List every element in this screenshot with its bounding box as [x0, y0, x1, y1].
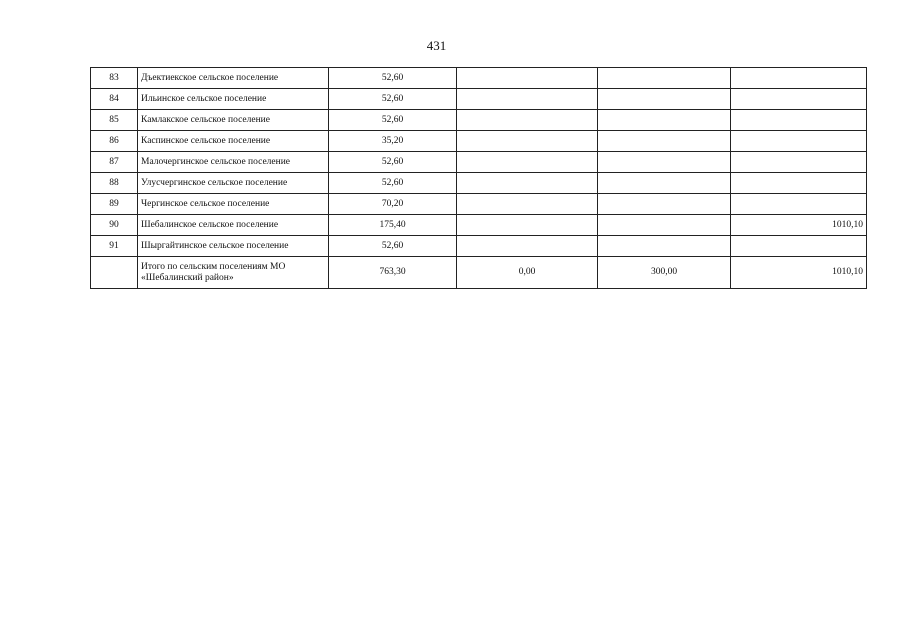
row-number-cell: 87 — [91, 152, 138, 173]
table-row — [91, 89, 867, 110]
amount-cell: 52,60 — [329, 110, 457, 131]
table-row — [91, 131, 867, 152]
amount-cell — [598, 131, 731, 152]
amount-cell — [731, 173, 867, 194]
table-row — [91, 173, 867, 194]
total-amount-cell: 300,00 — [598, 257, 731, 289]
row-number-cell: 83 — [91, 68, 138, 89]
amount-cell — [598, 215, 731, 236]
table-row — [91, 68, 867, 89]
amount-cell — [731, 152, 867, 173]
amount-cell — [731, 89, 867, 110]
row-number-cell: 86 — [91, 131, 138, 152]
amount-cell — [457, 215, 598, 236]
settlement-name-cell: Шебалинское сельское поселение — [138, 215, 329, 236]
amount-cell — [598, 173, 731, 194]
amount-cell — [457, 236, 598, 257]
settlement-name-cell: Ильинское сельское поселение — [138, 89, 329, 110]
amount-cell — [457, 173, 598, 194]
row-number-cell: 89 — [91, 194, 138, 215]
table-row — [91, 110, 867, 131]
amount-cell — [731, 194, 867, 215]
row-number-cell: 84 — [91, 89, 138, 110]
row-number-cell: 91 — [91, 236, 138, 257]
amount-cell: 1010,10 — [731, 215, 867, 236]
row-number-cell: 85 — [91, 110, 138, 131]
amount-cell — [731, 236, 867, 257]
amount-cell — [457, 110, 598, 131]
total-label-line-2: «Шебалинский район» — [141, 272, 234, 283]
row-number-cell: 88 — [91, 173, 138, 194]
settlement-name-cell: Малочергинское сельское поселение — [138, 152, 329, 173]
row-number-cell: 90 — [91, 215, 138, 236]
amount-cell — [457, 68, 598, 89]
amount-cell — [598, 194, 731, 215]
amount-cell — [457, 89, 598, 110]
amount-cell — [598, 89, 731, 110]
amount-cell — [457, 131, 598, 152]
budget-table — [90, 67, 867, 289]
table-row — [91, 152, 867, 173]
amount-cell: 175,40 — [329, 215, 457, 236]
settlement-name-cell: Каспинское сельское поселение — [138, 131, 329, 152]
settlement-name-cell: Чергинское сельское поселение — [138, 194, 329, 215]
settlement-name-cell: Камлакское сельское поселение — [138, 110, 329, 131]
amount-cell: 52,60 — [329, 152, 457, 173]
amount-cell — [731, 110, 867, 131]
total-amount-cell: 0,00 — [457, 257, 598, 289]
table-row — [91, 236, 867, 257]
row-number-cell — [91, 257, 138, 289]
amount-cell: 52,60 — [329, 89, 457, 110]
total-amount-cell: 763,30 — [329, 257, 457, 289]
total-label-line-1: Итого по сельским поселениям МО — [141, 261, 286, 272]
total-row — [91, 257, 867, 289]
amount-cell: 70,20 — [329, 194, 457, 215]
amount-cell — [598, 68, 731, 89]
settlement-name-cell: Шыргайтинское сельское поселение — [138, 236, 329, 257]
page-number: 431 — [426, 38, 447, 53]
settlement-name-cell: Улусчергинское сельское поселение — [138, 173, 329, 194]
amount-cell: 52,60 — [329, 236, 457, 257]
amount-cell — [731, 68, 867, 89]
amount-cell — [457, 152, 598, 173]
amount-cell: 52,60 — [329, 68, 457, 89]
amount-cell: 35,20 — [329, 131, 457, 152]
table-row — [91, 194, 867, 215]
table-row — [91, 215, 867, 236]
amount-cell — [731, 131, 867, 152]
settlement-name-cell: Дъектиекское сельское поселение — [138, 68, 329, 89]
amount-cell — [598, 152, 731, 173]
total-label-cell — [138, 257, 329, 289]
amount-cell — [598, 236, 731, 257]
amount-cell: 52,60 — [329, 173, 457, 194]
total-amount-cell: 1010,10 — [731, 257, 867, 289]
amount-cell — [598, 110, 731, 131]
amount-cell — [457, 194, 598, 215]
